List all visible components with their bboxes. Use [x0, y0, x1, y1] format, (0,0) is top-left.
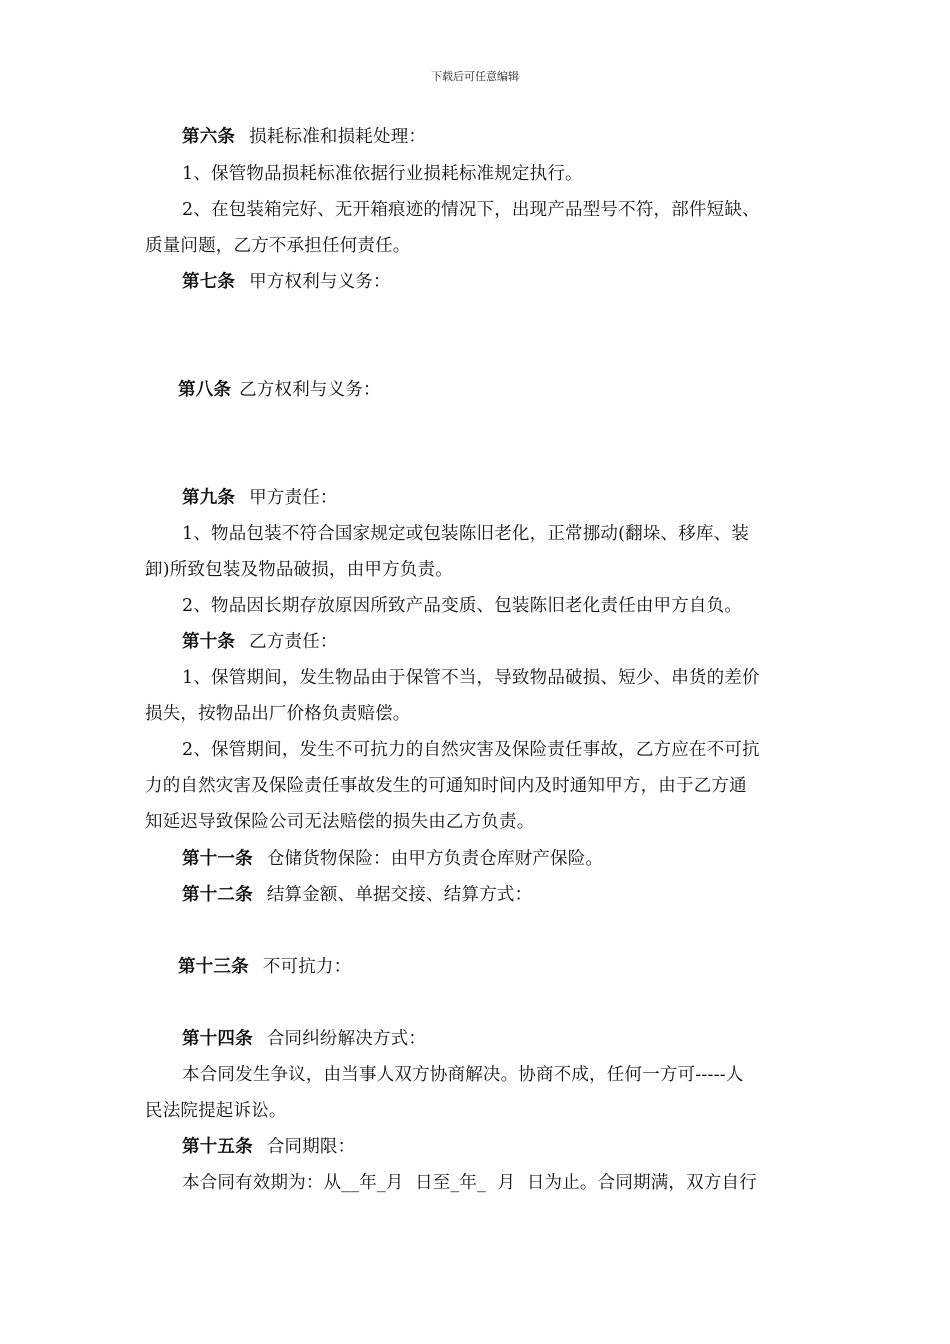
paragraph-line: 1、保管期间，发生物品由于保管不当，导致物品破损、短少、串货的差价 [182, 668, 760, 688]
article-title: 不可抗力： [262, 957, 352, 977]
article-title: 甲方权利与义务： [249, 272, 391, 292]
paragraph-line: 2、保管期间，发生不可抗力的自然灾害及保险责任事故，乙方应在不可抗 [182, 740, 760, 760]
paragraph-line: 1、保管物品损耗标准依据行业损耗标准规定执行。 [182, 164, 583, 184]
article-title: 乙方责任： [249, 632, 338, 652]
paragraph-line: 质量问题，乙方不承担任何责任。 [145, 236, 411, 256]
article-number: 第六条 [182, 127, 236, 147]
article-number: 第九条 [182, 488, 236, 508]
paragraph-line: 1、物品包装不符合国家规定或包装陈旧老化，正常挪动(翻垛、移库、装 [182, 524, 750, 544]
article-number: 第十三条 [178, 957, 249, 977]
article-14-heading [182, 1028, 847, 1050]
article-number: 第十二条 [182, 885, 253, 905]
paragraph-line: 损失，按物品出厂价格负责赔偿。 [145, 704, 411, 724]
article-title: 甲方责任： [249, 488, 338, 508]
article-number: 第十一条 [182, 849, 253, 869]
article-title: 合同期限： [266, 1137, 356, 1157]
paragraph-line: 卸)所致包装及物品破损，由甲方负责。 [145, 560, 453, 580]
article-6-heading [182, 126, 847, 148]
article-10-heading [182, 631, 847, 653]
article-number: 第七条 [182, 272, 236, 292]
article-title: 结算金额、单据交接、结算方式： [266, 885, 533, 905]
article-number: 第八条 [178, 380, 232, 400]
article-12-heading [182, 884, 847, 906]
paragraph-line: 知延迟导致保险公司无法赔偿的损失由乙方负责。 [145, 812, 535, 832]
article-number: 第十五条 [182, 1137, 253, 1157]
paragraph-line: 本合同有效期为：从__年_月 日至_年_ 月 日为止。合同期满，双方自行 [182, 1173, 757, 1193]
article-number: 第十条 [182, 632, 236, 652]
paragraph-line: 民法院提起诉讼。 [145, 1101, 287, 1121]
paragraph-line: 2、在包装箱完好、无开箱痕迹的情况下，出现产品型号不符，部件短缺、 [182, 200, 760, 220]
article-11-heading [182, 848, 847, 870]
article-title: 合同纠纷解决方式： [266, 1029, 427, 1049]
article-title: 损耗标准和损耗处理： [249, 127, 427, 147]
article-15-heading [182, 1136, 847, 1158]
article-title: 乙方权利与义务： [239, 380, 381, 400]
paragraph-line: 2、物品因长期存放原因所致产品变质、包装陈旧老化责任由甲方自负。 [182, 596, 743, 616]
article-number: 第十四条 [182, 1029, 253, 1049]
article-9-heading [182, 487, 847, 509]
article-13-heading [178, 956, 843, 978]
article-title: 仓储货物保险：由甲方负责仓库财产保险。 [266, 849, 604, 869]
article-8-heading [178, 379, 843, 401]
paragraph-line: 本合同发生争议，由当事人双方协商解决。协商不成，任何一方可-----人 [182, 1065, 744, 1085]
paragraph-line: 力的自然灾害及保险责任事故发生的可通知时间内及时通知甲方，由于乙方通 [145, 776, 747, 796]
page-header-note: 下载后可任意编辑 [431, 70, 519, 83]
article-7-heading [182, 271, 847, 293]
